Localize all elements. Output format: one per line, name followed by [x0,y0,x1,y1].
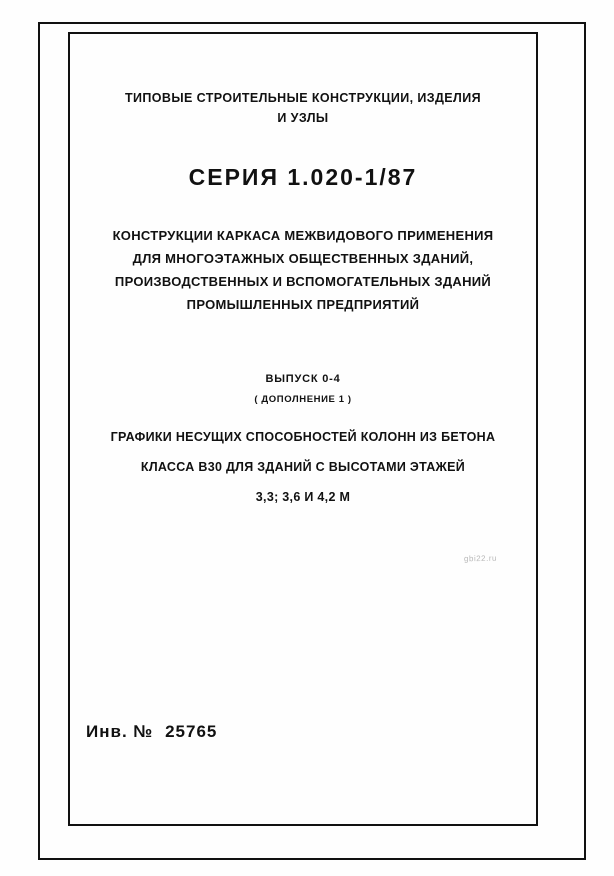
subject-line-3: ПРОИЗВОДСТВЕННЫХ И ВСПОМОГАТЕЛЬНЫХ ЗДАНИЙ [114,274,492,289]
inventory-label: Инв. № [86,722,154,741]
header-line-2: И УЗЛЫ [277,111,329,125]
description-group [68,422,538,512]
description-line-1: ГРАФИКИ НЕСУЩИХ СПОСОБНОСТЕЙ КОЛОНН ИЗ БЕТОНА [110,430,496,444]
subject-line-4: ПРОМЫШЛЕННЫХ ПРЕДПРИЯТИЙ [186,297,420,312]
subject-line-1: КОНСТРУКЦИИ КАРКАСА МЕЖВИДОВОГО ПРИМЕНЕНИЯ [112,228,494,243]
subject-line-2: ДЛЯ МНОГОЭТАЖНЫХ ОБЩЕСТВЕННЫХ ЗДАНИЙ, [132,251,474,266]
inventory-value: 25765 [165,722,218,741]
watermark-text: gbi22.ru [463,553,497,564]
series-group [68,162,538,192]
description-line-3: 3,3; 3,6 И 4,2 М [255,490,351,504]
header-group [68,88,538,128]
issue-group [68,370,538,411]
subject-group [68,224,538,316]
title-block-content [68,32,538,826]
supplement-note: ( ДОПОЛНЕНИЕ 1 ) [254,394,352,405]
inventory-number-block [86,722,217,742]
issue-number: ВЫПУСК 0-4 [265,373,341,385]
series-number: СЕРИЯ 1.020-1/87 [188,164,418,190]
header-line-1: ТИПОВЫЕ СТРОИТЕЛЬНЫЕ КОНСТРУКЦИИ, ИЗДЕЛИЯ [125,91,481,105]
description-line-2: КЛАССА В30 ДЛЯ ЗДАНИЙ С ВЫСОТАМИ ЭТАЖЕЙ [140,460,466,474]
